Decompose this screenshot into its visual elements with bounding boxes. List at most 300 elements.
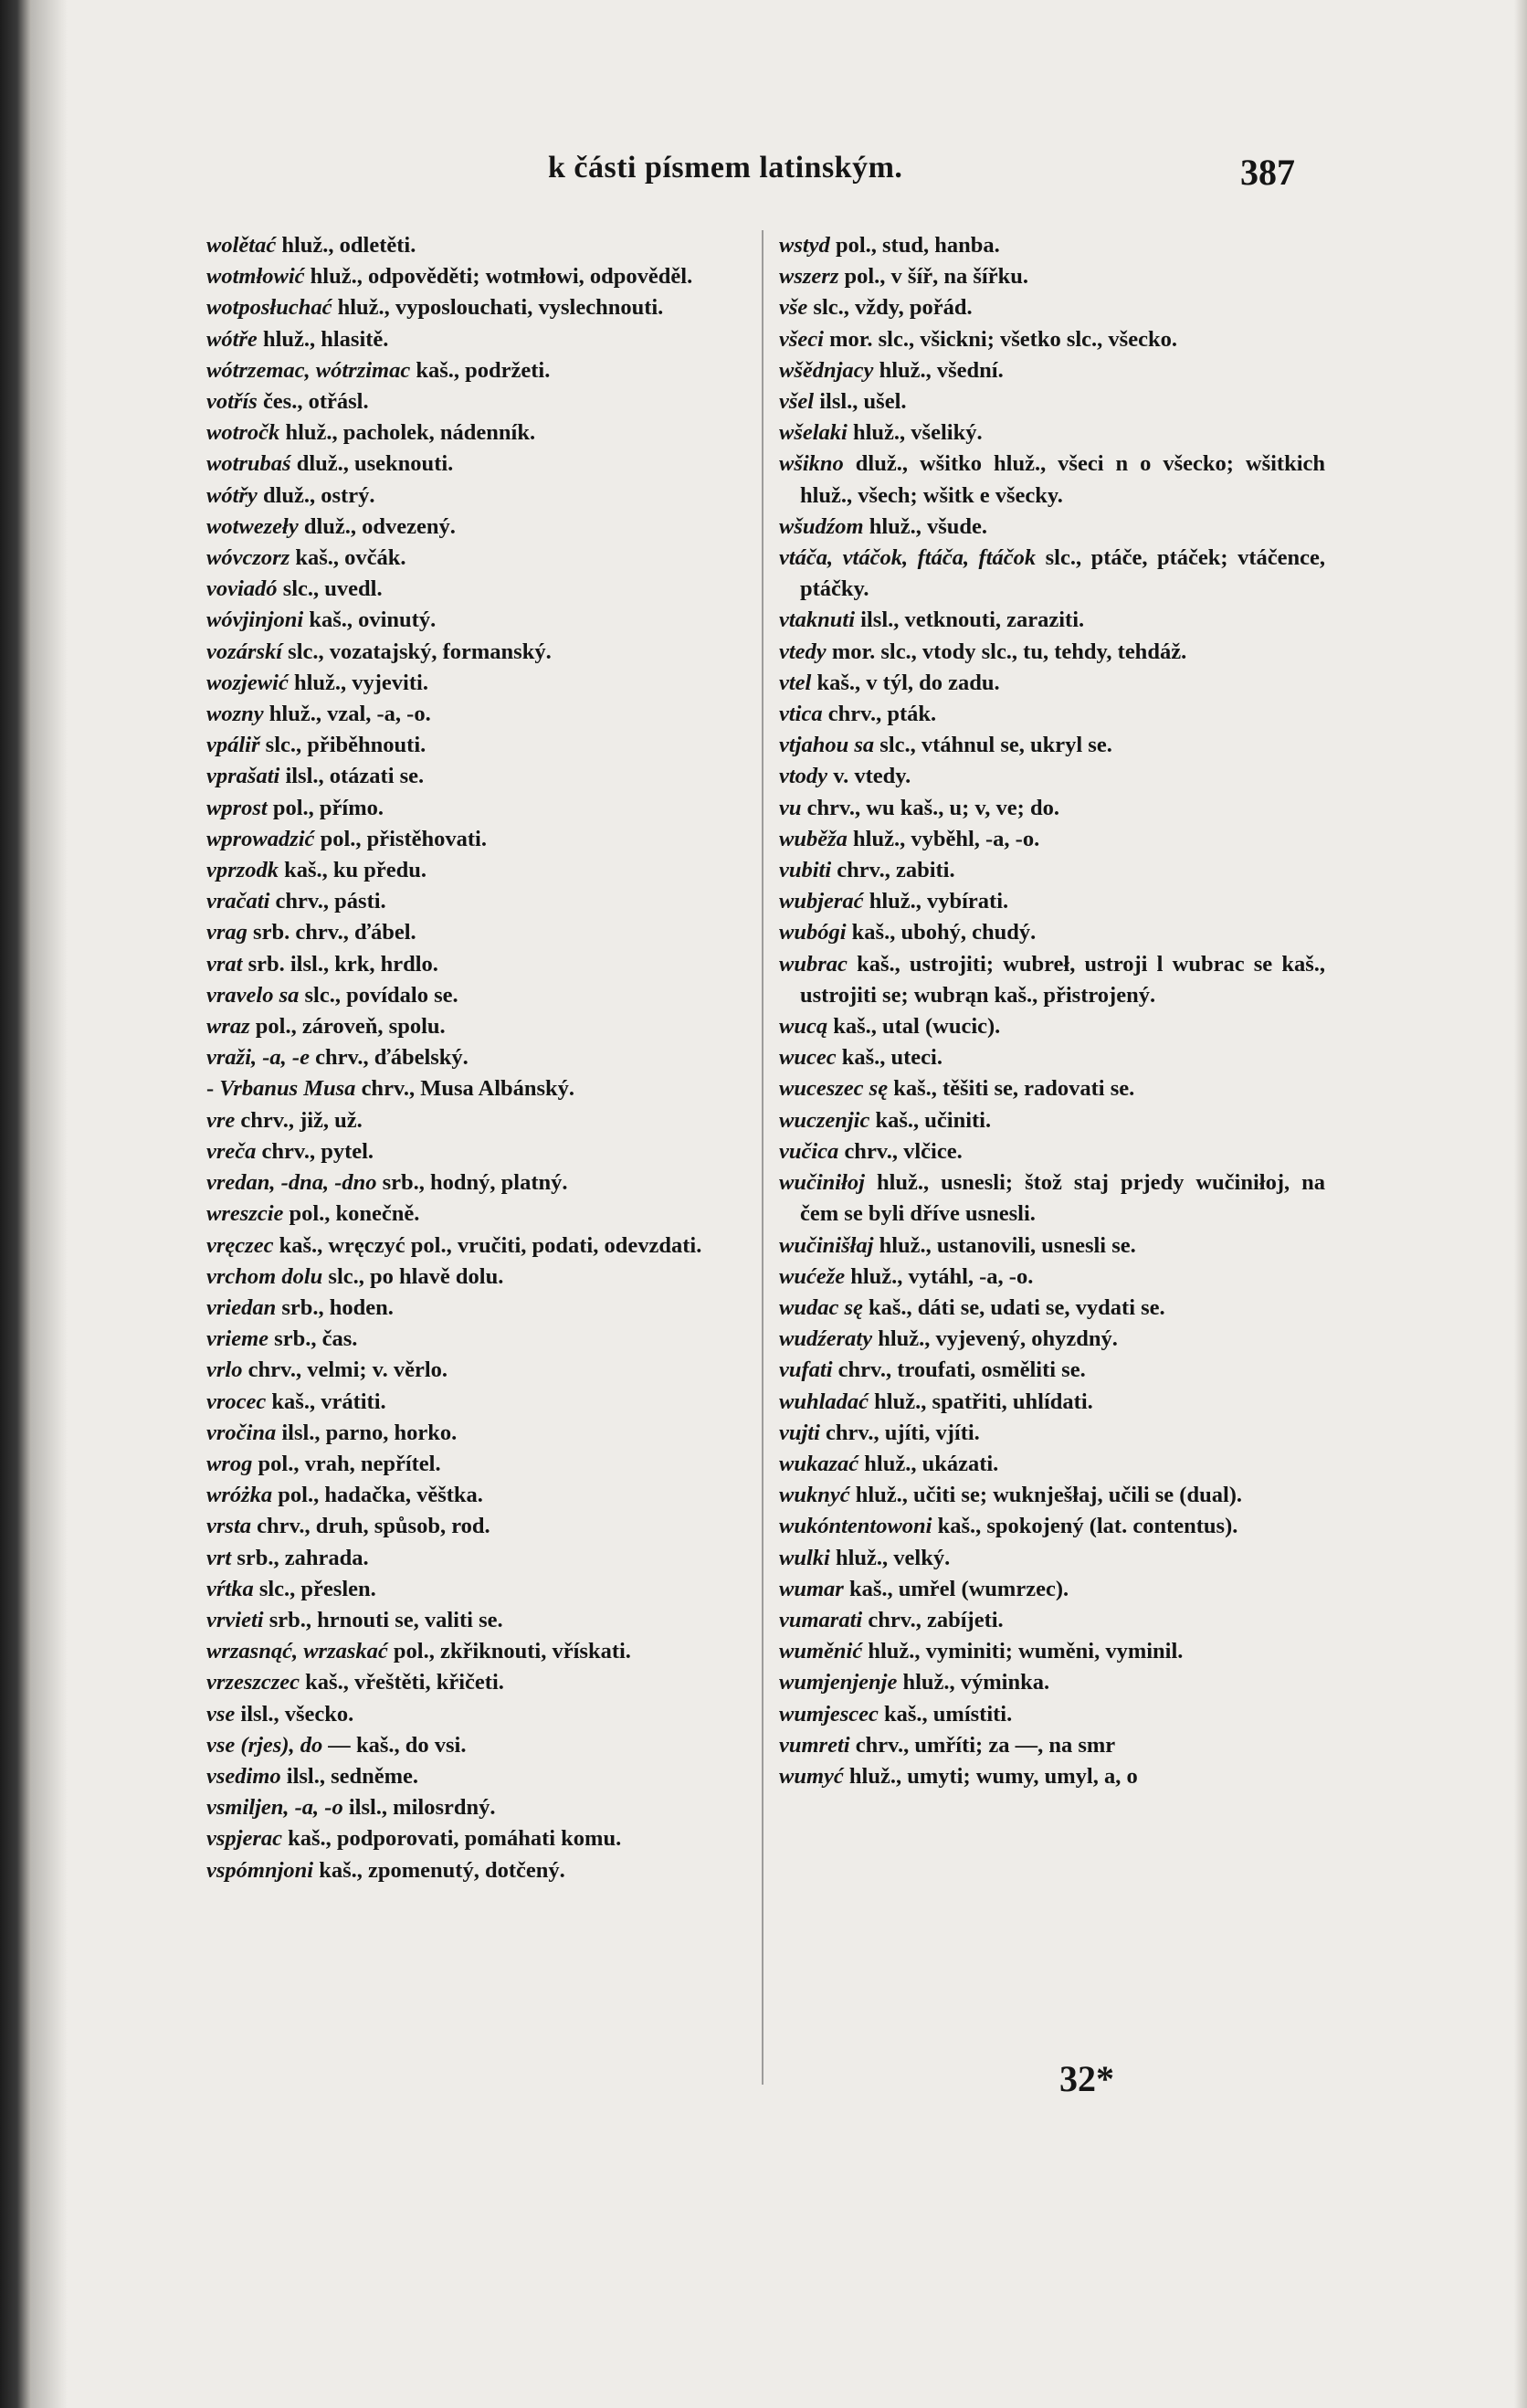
entry-definition: hluž., spatřiti, uhlídati.: [869, 1389, 1093, 1414]
entry-headword: wukóntentowoni: [779, 1514, 932, 1539]
entry-headword: vse (rjes), do —: [206, 1732, 351, 1758]
entry-definition: kaš., umístiti.: [878, 1701, 1013, 1727]
dictionary-entry: [779, 1667, 1325, 1698]
right-column: [779, 230, 1325, 1792]
entry-definition: kaš., uteci.: [836, 1045, 943, 1071]
dictionary-entry: [779, 761, 1325, 792]
entry-headword: wotročk: [206, 420, 280, 446]
running-head: [0, 151, 1527, 196]
entry-headword: vredan, -dna, -dno: [206, 1170, 377, 1196]
dictionary-entry: [206, 1105, 747, 1136]
entry-headword: vrchom dolu: [206, 1263, 323, 1289]
entry-headword: wszerz: [779, 264, 839, 290]
entry-definition: pol., v šíř, na šířku.: [838, 264, 1028, 290]
dictionary-entry: [206, 699, 747, 730]
dictionary-entry: [779, 1636, 1325, 1667]
entry-headword: vtáča, vtáčok, ftáča, ftáčok: [779, 545, 1037, 571]
entry-definition: hluž., hlasitě.: [257, 326, 389, 352]
dictionary-entry: [206, 449, 747, 480]
dictionary-entry: [779, 1511, 1325, 1542]
entry-headword: wubógi: [779, 920, 847, 945]
binding-gradient: [31, 0, 68, 2408]
dictionary-entry: [779, 1136, 1325, 1167]
dictionary-entry: [206, 1449, 747, 1480]
entry-headword: wprost: [206, 795, 268, 820]
entry-headword: vprašati: [206, 764, 280, 789]
dictionary-entry: [779, 793, 1325, 824]
dictionary-entry: [206, 980, 747, 1011]
entry-headword: wumjenjenje: [779, 1670, 898, 1695]
entry-definition: chrv., Musa Albánský.: [355, 1076, 575, 1102]
entry-headword: wuczenjic: [779, 1107, 870, 1133]
dictionary-entry: [206, 292, 747, 323]
entry-definition: hluž., velký.: [829, 1545, 951, 1570]
entry-headword: wrzasnąć, wrzaskać: [206, 1639, 388, 1664]
entry-definition: hluž., všude.: [863, 513, 988, 539]
dictionary-entry: [206, 1761, 747, 1792]
entry-headword: vre: [206, 1107, 236, 1133]
entry-headword: wulki: [779, 1545, 830, 1570]
entry-definition: ilsl., otázati se.: [279, 764, 425, 789]
entry-definition: kaš., utal (wucic).: [827, 1014, 1001, 1040]
dictionary-entry: [779, 1105, 1325, 1136]
entry-headword: vtjahou sa: [779, 733, 875, 758]
entry-definition: kaš., do vsi.: [350, 1732, 467, 1758]
entry-headword: wuceszec sę: [779, 1076, 889, 1102]
entry-headword: vtody: [779, 764, 828, 789]
entry-headword: wuběža: [779, 826, 848, 851]
entry-definition: hluž., učiti se; wuknješłaj, učili se (dual).: [849, 1483, 1243, 1508]
entry-headword: wšědnjacy: [779, 357, 874, 383]
dictionary-entry: [779, 699, 1325, 730]
entry-headword: wótrzemac, wótrzimac: [206, 357, 411, 383]
entry-headword: wumjescec: [779, 1701, 879, 1727]
entry-headword: wprowadzić: [206, 826, 315, 851]
entry-headword: vspómnjoni: [206, 1857, 314, 1883]
entry-headword: wučiniłoj: [779, 1170, 865, 1196]
entry-headword: wotwezeły: [206, 513, 299, 539]
entry-definition: kaš., v týl, do zadu.: [811, 670, 1000, 695]
dictionary-entry: [779, 449, 1325, 511]
entry-headword: wotmłowić: [206, 264, 305, 290]
entry-headword: wrog: [206, 1451, 253, 1476]
dictionary-entry: [779, 1480, 1325, 1511]
entry-headword: wotrubaś: [206, 451, 291, 477]
entry-definition: chrv., pytel.: [256, 1138, 374, 1164]
entry-headword: wumyć: [779, 1763, 844, 1789]
entry-definition: hluž., vybírati.: [863, 889, 1009, 914]
entry-definition: slc., vozatajský, formanský.: [282, 639, 552, 664]
dictionary-entry: [206, 1230, 747, 1262]
entry-definition: kaš., ustrojiti; wubreł, ustroji l wubrac se kaš., ustrojiti se; wubrąn kaš., přistrojený.: [800, 951, 1325, 1008]
page-edge-shadow: [1514, 0, 1527, 2408]
dictionary-entry: [779, 417, 1325, 449]
entry-headword: wučinišłaj: [779, 1232, 874, 1258]
entry-definition: ilsl., parno, horko.: [276, 1420, 458, 1445]
dictionary-entry: [206, 355, 747, 386]
entry-definition: kaš., vrátiti.: [266, 1389, 386, 1414]
dictionary-entry: [206, 1667, 747, 1698]
entry-headword: vriedan: [206, 1294, 277, 1320]
dictionary-entry: [779, 1293, 1325, 1324]
dictionary-entry: [206, 324, 747, 355]
entry-definition: srb., hrnouti se, valiti se.: [263, 1607, 503, 1632]
entry-definition: srb., hoden.: [276, 1294, 394, 1320]
dictionary-entry: [206, 1324, 747, 1355]
binding-shadow: [0, 0, 31, 2408]
entry-headword: wuhladać: [779, 1389, 869, 1414]
entry-headword: wudźeraty: [779, 1326, 873, 1352]
dictionary-entry: [779, 1262, 1325, 1293]
dictionary-entry: [779, 1324, 1325, 1355]
entry-definition: srb. ilsl., krk, hrdlo.: [242, 951, 438, 977]
entry-definition: hluž., výminka.: [897, 1670, 1050, 1695]
entry-definition: kaš., ovinutý.: [303, 607, 437, 633]
entry-definition: srb. chrv., ďábel.: [247, 920, 416, 945]
column-divider: [762, 230, 764, 2085]
entry-headword: wolětać: [206, 233, 277, 258]
entry-definition: kaš., ovčák.: [290, 545, 406, 571]
dictionary-entry: [779, 637, 1325, 668]
dictionary-entry: [206, 1543, 747, 1574]
entry-headword: voviadó: [206, 576, 278, 602]
entry-headword: vsmiljen, -a, -o: [206, 1795, 343, 1821]
entry-headword: wubjerać: [779, 889, 864, 914]
entry-headword: wótřy: [206, 482, 258, 508]
dictionary-entry: [779, 543, 1325, 605]
entry-definition: hluž., odletěti.: [276, 233, 416, 258]
entry-headword: vse: [206, 1701, 236, 1727]
dictionary-entry: [779, 1543, 1325, 1574]
page-number: 387: [1240, 152, 1295, 193]
dictionary-entry: [779, 261, 1325, 292]
entry-headword: wukazać: [779, 1451, 859, 1476]
entry-headword: vspjerac: [206, 1826, 282, 1852]
entry-definition: hluž., umyti; wumy, umyl, a, o: [843, 1763, 1138, 1789]
entry-headword: wróżka: [206, 1483, 273, 1508]
dictionary-entry: [779, 1418, 1325, 1449]
dictionary-entry: [206, 261, 747, 292]
dictionary-entry: [206, 793, 747, 824]
dictionary-entry: [206, 917, 747, 948]
entry-definition: pol., vrah, nepřítel.: [252, 1451, 441, 1476]
dictionary-entry: [206, 512, 747, 543]
entry-definition: hluž., vzal, -a, -o.: [263, 702, 431, 727]
dictionary-entry: [206, 1418, 747, 1449]
entry-definition: dluž., wšitko hluž., všeci n o všecko; wšitkich hluž., všech; wšitk e všecky.: [800, 451, 1325, 508]
dictionary-entry: [206, 1792, 747, 1823]
entry-definition: slc., vždy, pořád.: [807, 295, 973, 321]
entry-definition: kaš., umřel (wumrzec).: [843, 1576, 1069, 1601]
entry-definition: chrv., velmi; v. věrlo.: [242, 1357, 448, 1383]
entry-headword: wótře: [206, 326, 258, 352]
entry-headword: vrieme: [206, 1326, 269, 1352]
entry-headword: wraz: [206, 1014, 250, 1040]
entry-definition: kaš., podržeti.: [410, 357, 551, 383]
entry-headword: vpáliř: [206, 733, 260, 758]
entry-headword: wuknyć: [779, 1483, 850, 1508]
entry-headword: vračati: [206, 889, 270, 914]
dictionary-entry: [206, 1605, 747, 1636]
entry-headword: wozny: [206, 702, 264, 727]
dictionary-entry: [206, 886, 747, 917]
dictionary-entry: [779, 1042, 1325, 1073]
entry-definition: chrv., pásti.: [269, 889, 386, 914]
entry-headword: vreča: [206, 1138, 257, 1164]
dictionary-entry: [206, 386, 747, 417]
entry-definition: kaš., dáti se, udati se, vydati se.: [862, 1294, 1165, 1320]
dictionary-entry: [206, 1699, 747, 1730]
entry-definition: slc., přeslen.: [253, 1576, 376, 1601]
entry-definition: srb., zahrada.: [231, 1545, 369, 1570]
entry-headword: vujti: [779, 1420, 820, 1445]
entry-headword: vtaknuti: [779, 607, 856, 633]
entry-definition: kaš., učiniti.: [869, 1107, 992, 1133]
dictionary-entry: [206, 1042, 747, 1073]
entry-headword: wotposłuchać: [206, 295, 332, 321]
entry-definition: slc., po hlavě dolu.: [322, 1263, 504, 1289]
dictionary-entry: [206, 605, 747, 636]
dictionary-entry: [206, 1823, 747, 1854]
entry-definition: srb., čas.: [269, 1326, 358, 1352]
entry-definition: chrv., troufati, osměliti se.: [832, 1357, 1086, 1383]
entry-definition: kaš., podporovati, pomáhati komu.: [282, 1826, 622, 1852]
signature-mark: 32*: [1059, 2058, 1114, 2099]
entry-headword: wreszcie: [206, 1201, 284, 1227]
dictionary-entry: [206, 1387, 747, 1418]
entry-definition: slc., povídalo se.: [299, 982, 458, 1008]
dictionary-entry: [206, 637, 747, 668]
dictionary-entry: [206, 730, 747, 761]
dictionary-entry: [206, 481, 747, 512]
dictionary-entry: [206, 1262, 747, 1293]
entry-headword: vŕtka: [206, 1576, 254, 1601]
entry-definition: čes., otřásl.: [257, 389, 369, 415]
entry-mark: -: [206, 1076, 220, 1102]
entry-definition: kaš., ubohý, chudý.: [846, 920, 1037, 945]
entry-headword: wšudźom: [779, 513, 864, 539]
dictionary-entry: [779, 668, 1325, 699]
entry-headword: vozárskí: [206, 639, 283, 664]
dictionary-entry: [779, 1761, 1325, 1792]
entry-headword: vumarati: [779, 1607, 863, 1632]
entry-definition: chrv., vlčice.: [838, 1138, 963, 1164]
entry-definition: mor. slc., vtody slc., tu, tehdy, tehdáž.: [826, 639, 1187, 664]
entry-headword: vrlo: [206, 1357, 243, 1383]
dictionary-entry: [779, 1449, 1325, 1480]
entry-headword: vtel: [779, 670, 812, 695]
dictionary-entry: [206, 1011, 747, 1042]
entry-definition: hluž., vyposlouchati, vyslechnouti.: [332, 295, 664, 321]
dictionary-entry: [779, 824, 1325, 855]
entry-headword: Vrbanus Musa: [219, 1076, 356, 1102]
entry-definition: slc., uvedl.: [277, 576, 383, 602]
dictionary-entry: [206, 855, 747, 886]
dictionary-entry: [779, 292, 1325, 323]
dictionary-entry: [206, 668, 747, 699]
entry-definition: v. vtedy.: [827, 764, 911, 789]
entry-headword: vrsta: [206, 1514, 251, 1539]
entry-headword: vrat: [206, 951, 243, 977]
entry-definition: slc., vtáhnul se, ukryl se.: [874, 733, 1112, 758]
entry-headword: vraži, -a, -e: [206, 1045, 310, 1071]
entry-definition: chrv., wu kaš., u; v, ve; do.: [801, 795, 1059, 820]
entry-definition: kaš., ku předu.: [278, 858, 427, 883]
entry-headword: vprzodk: [206, 858, 279, 883]
entry-headword: vravelo sa: [206, 982, 300, 1008]
entry-headword: vsedimo: [206, 1763, 281, 1789]
entry-definition: pol., konečně.: [283, 1201, 420, 1227]
entry-definition: pol., hadačka, věštka.: [272, 1483, 483, 1508]
entry-headword: wstyd: [779, 233, 830, 258]
entry-definition: slc., přiběhnouti.: [259, 733, 427, 758]
entry-headword: vrvieti: [206, 1607, 264, 1632]
entry-headword: wucec: [779, 1045, 837, 1071]
entry-headword: wucą: [779, 1014, 828, 1040]
running-head-title: k části písmem latinským.: [548, 151, 903, 185]
entry-definition: hluž., všeliký.: [847, 420, 983, 446]
entry-definition: hluž., usnesli; štož staj prjedy wučiniłoj, na čem se byli dříve usnesli.: [800, 1170, 1325, 1227]
entry-definition: hluž., ukázati.: [858, 1451, 999, 1476]
entry-headword: wućeže: [779, 1263, 846, 1289]
dictionary-entry: [206, 1855, 747, 1886]
entry-definition: hluž., vyběhl, -a, -o.: [847, 826, 1040, 851]
entry-headword: vubiti: [779, 858, 832, 883]
entry-headword: vrocec: [206, 1389, 267, 1414]
entry-headword: votřís: [206, 389, 258, 415]
dictionary-entry: [206, 543, 747, 574]
entry-headword: wóvczorz: [206, 545, 290, 571]
entry-headword: wubrac: [779, 951, 848, 977]
entry-headword: wuměnić: [779, 1639, 863, 1664]
entry-headword: všeci: [779, 326, 824, 352]
entry-definition: ilsl., všecko.: [235, 1701, 354, 1727]
entry-headword: vročina: [206, 1420, 277, 1445]
entry-headword: wšikno: [779, 451, 844, 477]
dictionary-entry: [779, 1730, 1325, 1761]
dictionary-entry: [779, 605, 1325, 636]
dictionary-entry: [779, 917, 1325, 948]
dictionary-entry: [779, 1167, 1325, 1230]
dictionary-entry: [206, 230, 747, 261]
dictionary-entry: [779, 386, 1325, 417]
dictionary-entry: [206, 1511, 747, 1542]
dictionary-entry: [779, 886, 1325, 917]
entry-headword: vše: [779, 295, 808, 321]
entry-headword: vrzeszczec: [206, 1670, 300, 1695]
dictionary-entry: [206, 1730, 747, 1761]
entry-headword: wóvjinjoni: [206, 607, 304, 633]
entry-definition: hluž., vyjeviti.: [288, 670, 428, 695]
dictionary-entry: [779, 1605, 1325, 1636]
entry-definition: srb., hodný, platný.: [376, 1170, 568, 1196]
entry-headword: vrt: [206, 1545, 232, 1570]
entry-definition: hluž., odpověděti; wotmłowi, odpověděl.: [304, 264, 693, 290]
entry-headword: vtedy: [779, 639, 827, 664]
dictionary-entry: [779, 355, 1325, 386]
entry-definition: chrv., zabiti.: [831, 858, 955, 883]
entry-definition: hluž., pacholek, nádenník.: [279, 420, 536, 446]
entry-definition: dluž., odvezený.: [298, 513, 456, 539]
dictionary-entry: [779, 1574, 1325, 1605]
entry-definition: chrv., ďábelský.: [309, 1045, 469, 1071]
entry-definition: kaš., zpomenutý, dotčený.: [313, 1857, 565, 1883]
entry-definition: ilsl., milosrdný.: [342, 1795, 496, 1821]
dictionary-entry: [779, 855, 1325, 886]
dictionary-entry: [206, 1199, 747, 1230]
entry-definition: chrv., pták.: [822, 702, 937, 727]
entry-definition: chrv., již, už.: [235, 1107, 363, 1133]
entry-headword: vumreti: [779, 1732, 850, 1758]
dictionary-entry: [206, 574, 747, 605]
entry-definition: pol., zkřiknouti, vřískati.: [387, 1639, 631, 1664]
dictionary-entry: [779, 324, 1325, 355]
entry-definition: kaš., těšiti se, radovati se.: [888, 1076, 1135, 1102]
dictionary-entry: [206, 1574, 747, 1605]
left-column: [206, 230, 747, 1886]
entry-definition: kaš., spokojený (lat. contentus).: [932, 1514, 1238, 1539]
entry-definition: mor. slc., všickni; všetko slc., všecko.: [823, 326, 1177, 352]
dictionary-entry: [206, 1073, 747, 1104]
entry-definition: dluž., useknouti.: [290, 451, 454, 477]
entry-headword: wumar: [779, 1576, 844, 1601]
dictionary-entry: [779, 1073, 1325, 1104]
entry-definition: ilsl., sedněme.: [280, 1763, 419, 1789]
dictionary-entry: [206, 1480, 747, 1511]
dictionary-entry: [779, 730, 1325, 761]
entry-headword: wudac sę: [779, 1294, 863, 1320]
entry-definition: kaš., vřeštěti, křičeti.: [300, 1670, 504, 1695]
entry-definition: ilsl., ušel.: [814, 389, 907, 415]
entry-definition: hluž., vytáhl, -a, -o.: [845, 1263, 1034, 1289]
dictionary-entry: [779, 1011, 1325, 1042]
entry-definition: ilsl., vetknouti, zaraziti.: [855, 607, 1085, 633]
entry-definition: hluž., ustanovili, usnesli se.: [873, 1232, 1136, 1258]
dictionary-entry: [206, 824, 747, 855]
entry-definition: slc., ptáče, ptáček; vtáčence, ptáčky.: [800, 545, 1325, 602]
dictionary-entry: [779, 1699, 1325, 1730]
entry-definition: chrv., druh, spůsob, rod.: [251, 1514, 490, 1539]
dictionary-entry: [206, 761, 747, 792]
entry-definition: pol., zároveň, spolu.: [249, 1014, 446, 1040]
entry-headword: vręczec: [206, 1232, 274, 1258]
dictionary-entry: [206, 1293, 747, 1324]
dictionary-entry: [206, 949, 747, 980]
entry-definition: hluž., vyjevený, ohyzdný.: [872, 1326, 1118, 1352]
entry-definition: pol., přistěhovati.: [314, 826, 487, 851]
dictionary-entry: [779, 1230, 1325, 1262]
dictionary-entry: [206, 417, 747, 449]
entry-definition: hluž., všední.: [873, 357, 1004, 383]
entry-headword: vučica: [779, 1138, 839, 1164]
dictionary-entry: [206, 1636, 747, 1667]
entry-headword: vrag: [206, 920, 247, 945]
entry-headword: vtica: [779, 702, 823, 727]
entry-headword: vu: [779, 795, 802, 820]
dictionary-entry: [206, 1355, 747, 1386]
entry-headword: wšelaki: [779, 420, 848, 446]
entry-definition: pol., přímo.: [267, 795, 384, 820]
dictionary-entry: [206, 1167, 747, 1199]
dictionary-entry: [779, 1355, 1325, 1386]
dictionary-entry: [779, 1387, 1325, 1418]
entry-headword: vufati: [779, 1357, 833, 1383]
entry-headword: všel: [779, 389, 815, 415]
dictionary-entry: [206, 1136, 747, 1167]
entry-definition: hluž., vyminiti; wuměni, vyminil.: [862, 1639, 1184, 1664]
entry-definition: chrv., umříti; za —, na smr: [849, 1732, 1116, 1758]
dictionary-entry: [779, 230, 1325, 261]
